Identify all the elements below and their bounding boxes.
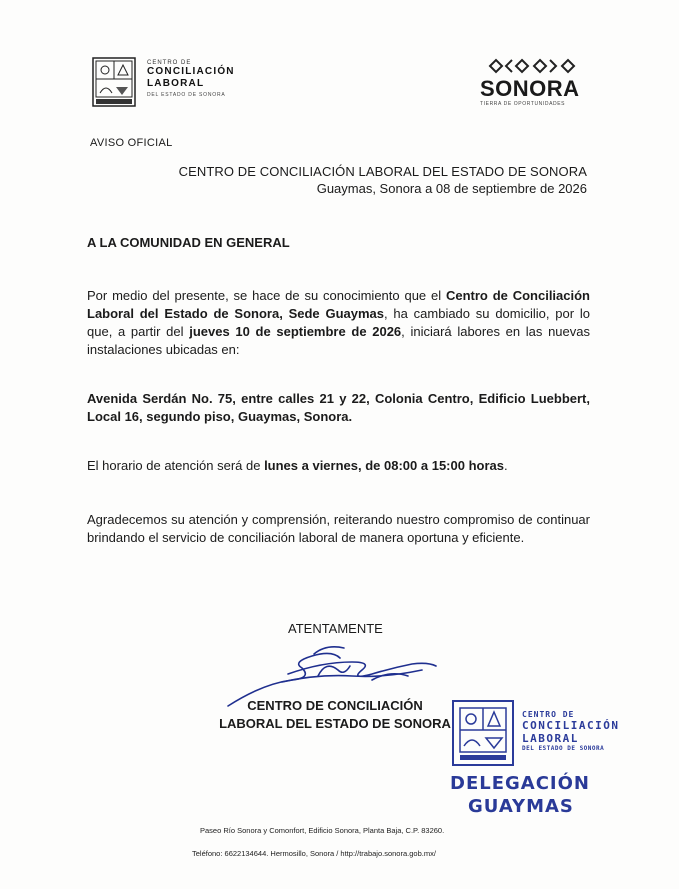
paragraph-thanks: Agradecemos su atención y comprensión, reiterando nuestro compromiso de continuar brindando el servicio de conciliación laboral de manera oportuna y eficiente. bbox=[87, 512, 590, 545]
logo-line-3: LABORAL bbox=[147, 78, 205, 89]
logo-line-2: CONCILIACIÓN bbox=[147, 66, 235, 77]
sonora-logo bbox=[476, 57, 586, 109]
footer-address: Paseo Río Sonora y Comonfort, Edificio Sonora, Planta Baja, C.P. 83260. bbox=[200, 826, 445, 835]
hours-schedule: lunes a viernes, de 08:00 a 15:00 horas bbox=[264, 458, 504, 473]
p1-text-c: , ha cambiado su domicilio, por lo que, a partir del bbox=[87, 306, 591, 339]
stamp-line-1: CENTRO DE bbox=[522, 710, 575, 719]
footer-contact: Teléfono: 6622134644. Hermosillo, Sonora / http://trabajo.sonora.gob.mx/ bbox=[192, 849, 436, 858]
stamp-seal-icon bbox=[452, 700, 514, 766]
logo-line-4: DEL ESTADO DE SONORA bbox=[147, 92, 226, 98]
stamp-city: GUAYMAS bbox=[468, 796, 574, 817]
stamp-line-2: CONCILIACIÓN bbox=[522, 719, 620, 732]
p1-text-a: Por medio del presente, se hace de su conocimiento que el bbox=[87, 288, 446, 303]
signatory-line-1: CENTRO DE CONCILIACIÓN bbox=[247, 698, 423, 713]
p1-start-date: jueves 10 de septiembre de 2026 bbox=[189, 324, 402, 339]
stamp-line-3: LABORAL bbox=[522, 732, 579, 745]
notice-label: AVISO OFICIAL bbox=[90, 137, 173, 149]
heading-place-date: Guaymas, Sonora a 08 de septiembre de 2026 bbox=[316, 181, 587, 196]
hours-text-a: El horario de atención será de bbox=[87, 458, 265, 473]
sonora-tagline: TIERRA DE OPORTUNIDADES bbox=[480, 101, 566, 107]
signatory-block bbox=[215, 697, 455, 733]
audience-line: A LA COMUNIDAD EN GENERAL bbox=[87, 235, 290, 250]
signatory-line-2: LABORAL DEL ESTADO DE SONORA bbox=[219, 716, 451, 731]
paragraph-address: Avenida Serdán No. 75, entre calles 21 y 22, Colonia Centro, Edificio Luebbert, Local 16, segundo piso, Guaymas, Sonora. bbox=[87, 391, 590, 424]
closing-text: ATENTAMENTE bbox=[288, 621, 383, 636]
sonora-emblem-icon bbox=[486, 57, 576, 75]
logo-line-1: CENTRO DE bbox=[147, 60, 192, 66]
p1-text-e: , iniciará labores en las nuevas instalaciones ubicadas en: bbox=[87, 324, 590, 357]
hours-text-c: . bbox=[503, 458, 508, 473]
sonora-wordmark: SONORA bbox=[480, 76, 580, 101]
heading-title: CENTRO DE CONCILIACIÓN LABORAL DEL ESTADO DE SONORA bbox=[178, 164, 587, 179]
stamp-delegation: DELEGACIÓN bbox=[450, 773, 590, 794]
official-stamp bbox=[450, 700, 640, 817]
stamp-line-4: DEL ESTADO DE SONORA bbox=[522, 745, 605, 752]
ccl-logo bbox=[92, 57, 252, 107]
paragraph-hours bbox=[87, 457, 590, 475]
paragraph-notice bbox=[87, 287, 590, 359]
state-seal-icon bbox=[92, 57, 136, 107]
p1-org-name: Centro de Conciliación Laboral del Estado de Sonora, Sede Guaymas bbox=[87, 288, 590, 321]
